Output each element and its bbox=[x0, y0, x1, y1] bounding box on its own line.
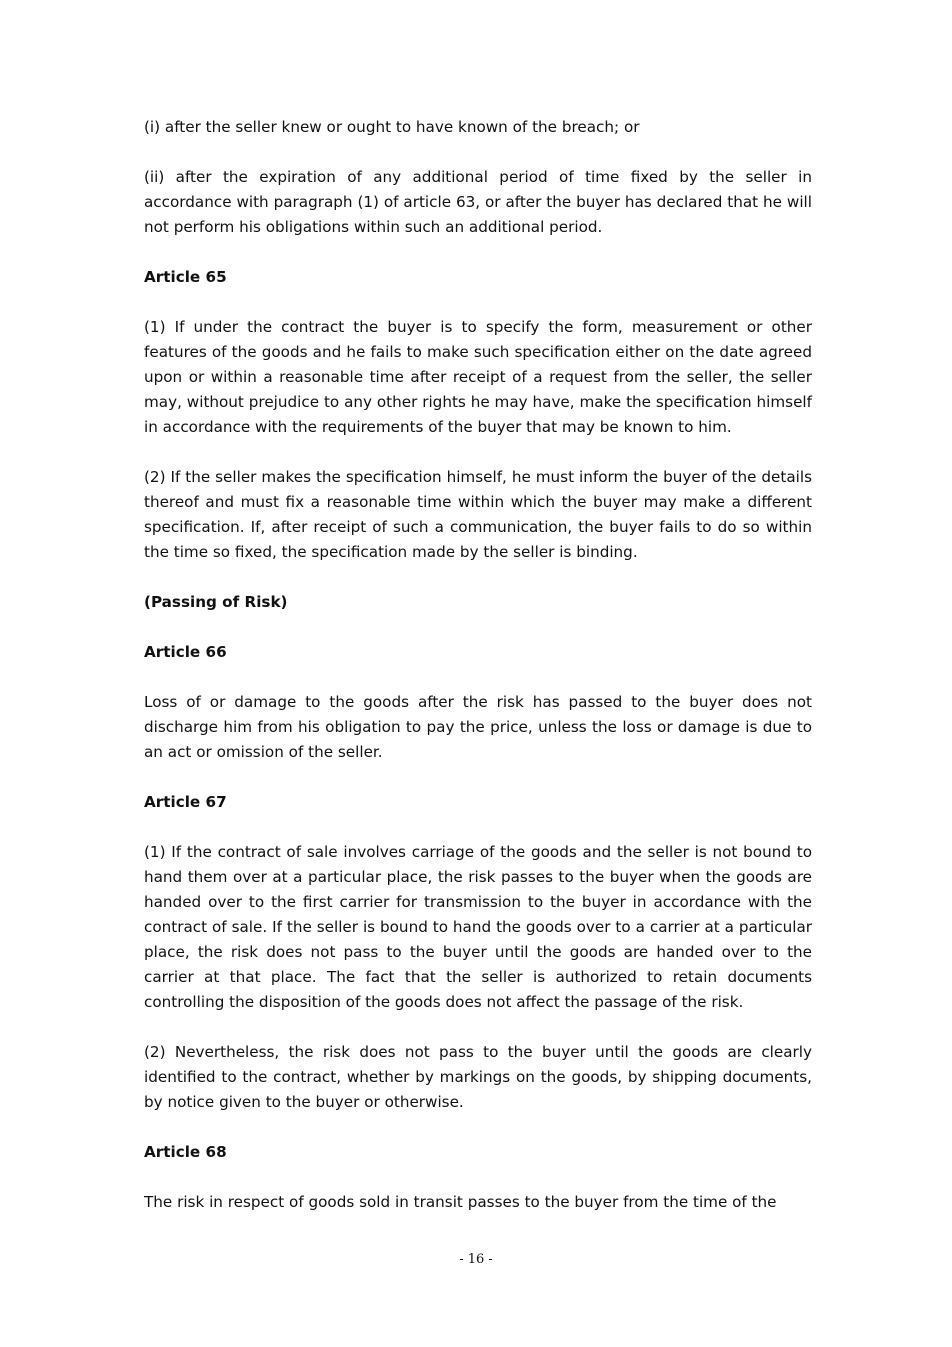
paragraph-ii-after-expiration: (ii) after the expiration of any additional period of time fixed by the seller in accordance with paragraph (1) of article 63, or after the buyer has declared that he will not perform his obligations within such an additional period. bbox=[144, 168, 812, 236]
article-67-paragraph-1: (1) If the contract of sale involves carriage of the goods and the seller is not bound to hand them over at a particular place, the risk passes to the buyer when the goods are handed over to the first carrier for transmission to the buyer in accordance with the contract of sale. If the seller is bound to hand the goods over to a carrier at a particular place, the risk does not pass to the buyer until the goods are handed over to the carrier at that place. The fact that the seller is authorized to retain documents controlling the disposition of the goods does not affect the passage of the risk. bbox=[144, 843, 812, 1011]
article-65-paragraph-1: (1) If under the contract the buyer is to specify the form, measurement or other features of the goods and he fails to make such specification either on the date agreed upon or within a reasonable time after receipt of a request from the seller, the seller may, without prejudice to any other rights he may have, make the specification himself in accordance with the requirements of the buyer that may be known to him. bbox=[144, 318, 812, 436]
paragraph-i-after-seller-knew: (i) after the seller knew or ought to have known of the breach; or bbox=[144, 118, 640, 136]
document-page bbox=[144, 115, 812, 1240]
heading-article-67: Article 67 bbox=[144, 793, 227, 811]
heading-article-66: Article 66 bbox=[144, 643, 227, 661]
heading-article-65: Article 65 bbox=[144, 268, 227, 286]
article-67-paragraph-2: (2) Nevertheless, the risk does not pass to the buyer until the goods are clearly identified to the contract, whether by markings on the goods, by shipping documents, by notice given to the buyer or otherwise. bbox=[144, 1043, 812, 1111]
heading-article-68: Article 68 bbox=[144, 1143, 227, 1161]
article-66-paragraph: Loss of or damage to the goods after the risk has passed to the buyer does not discharge him from his obligation to pay the price, unless the loss or damage is due to an act or omission of the seller. bbox=[144, 693, 812, 761]
article-65-paragraph-2: (2) If the seller makes the specification himself, he must inform the buyer of the details thereof and must fix a reasonable time within which the buyer may make a different specification. If, after receipt of such a communication, the buyer fails to do so within the time so fixed, the specification made by the seller is binding. bbox=[144, 468, 812, 561]
page-number: - 16 - bbox=[459, 1252, 493, 1267]
section-heading-passing-of-risk: (Passing of Risk) bbox=[144, 593, 288, 611]
article-68-paragraph: The risk in respect of goods sold in transit passes to the buyer from the time of the bbox=[144, 1193, 777, 1211]
